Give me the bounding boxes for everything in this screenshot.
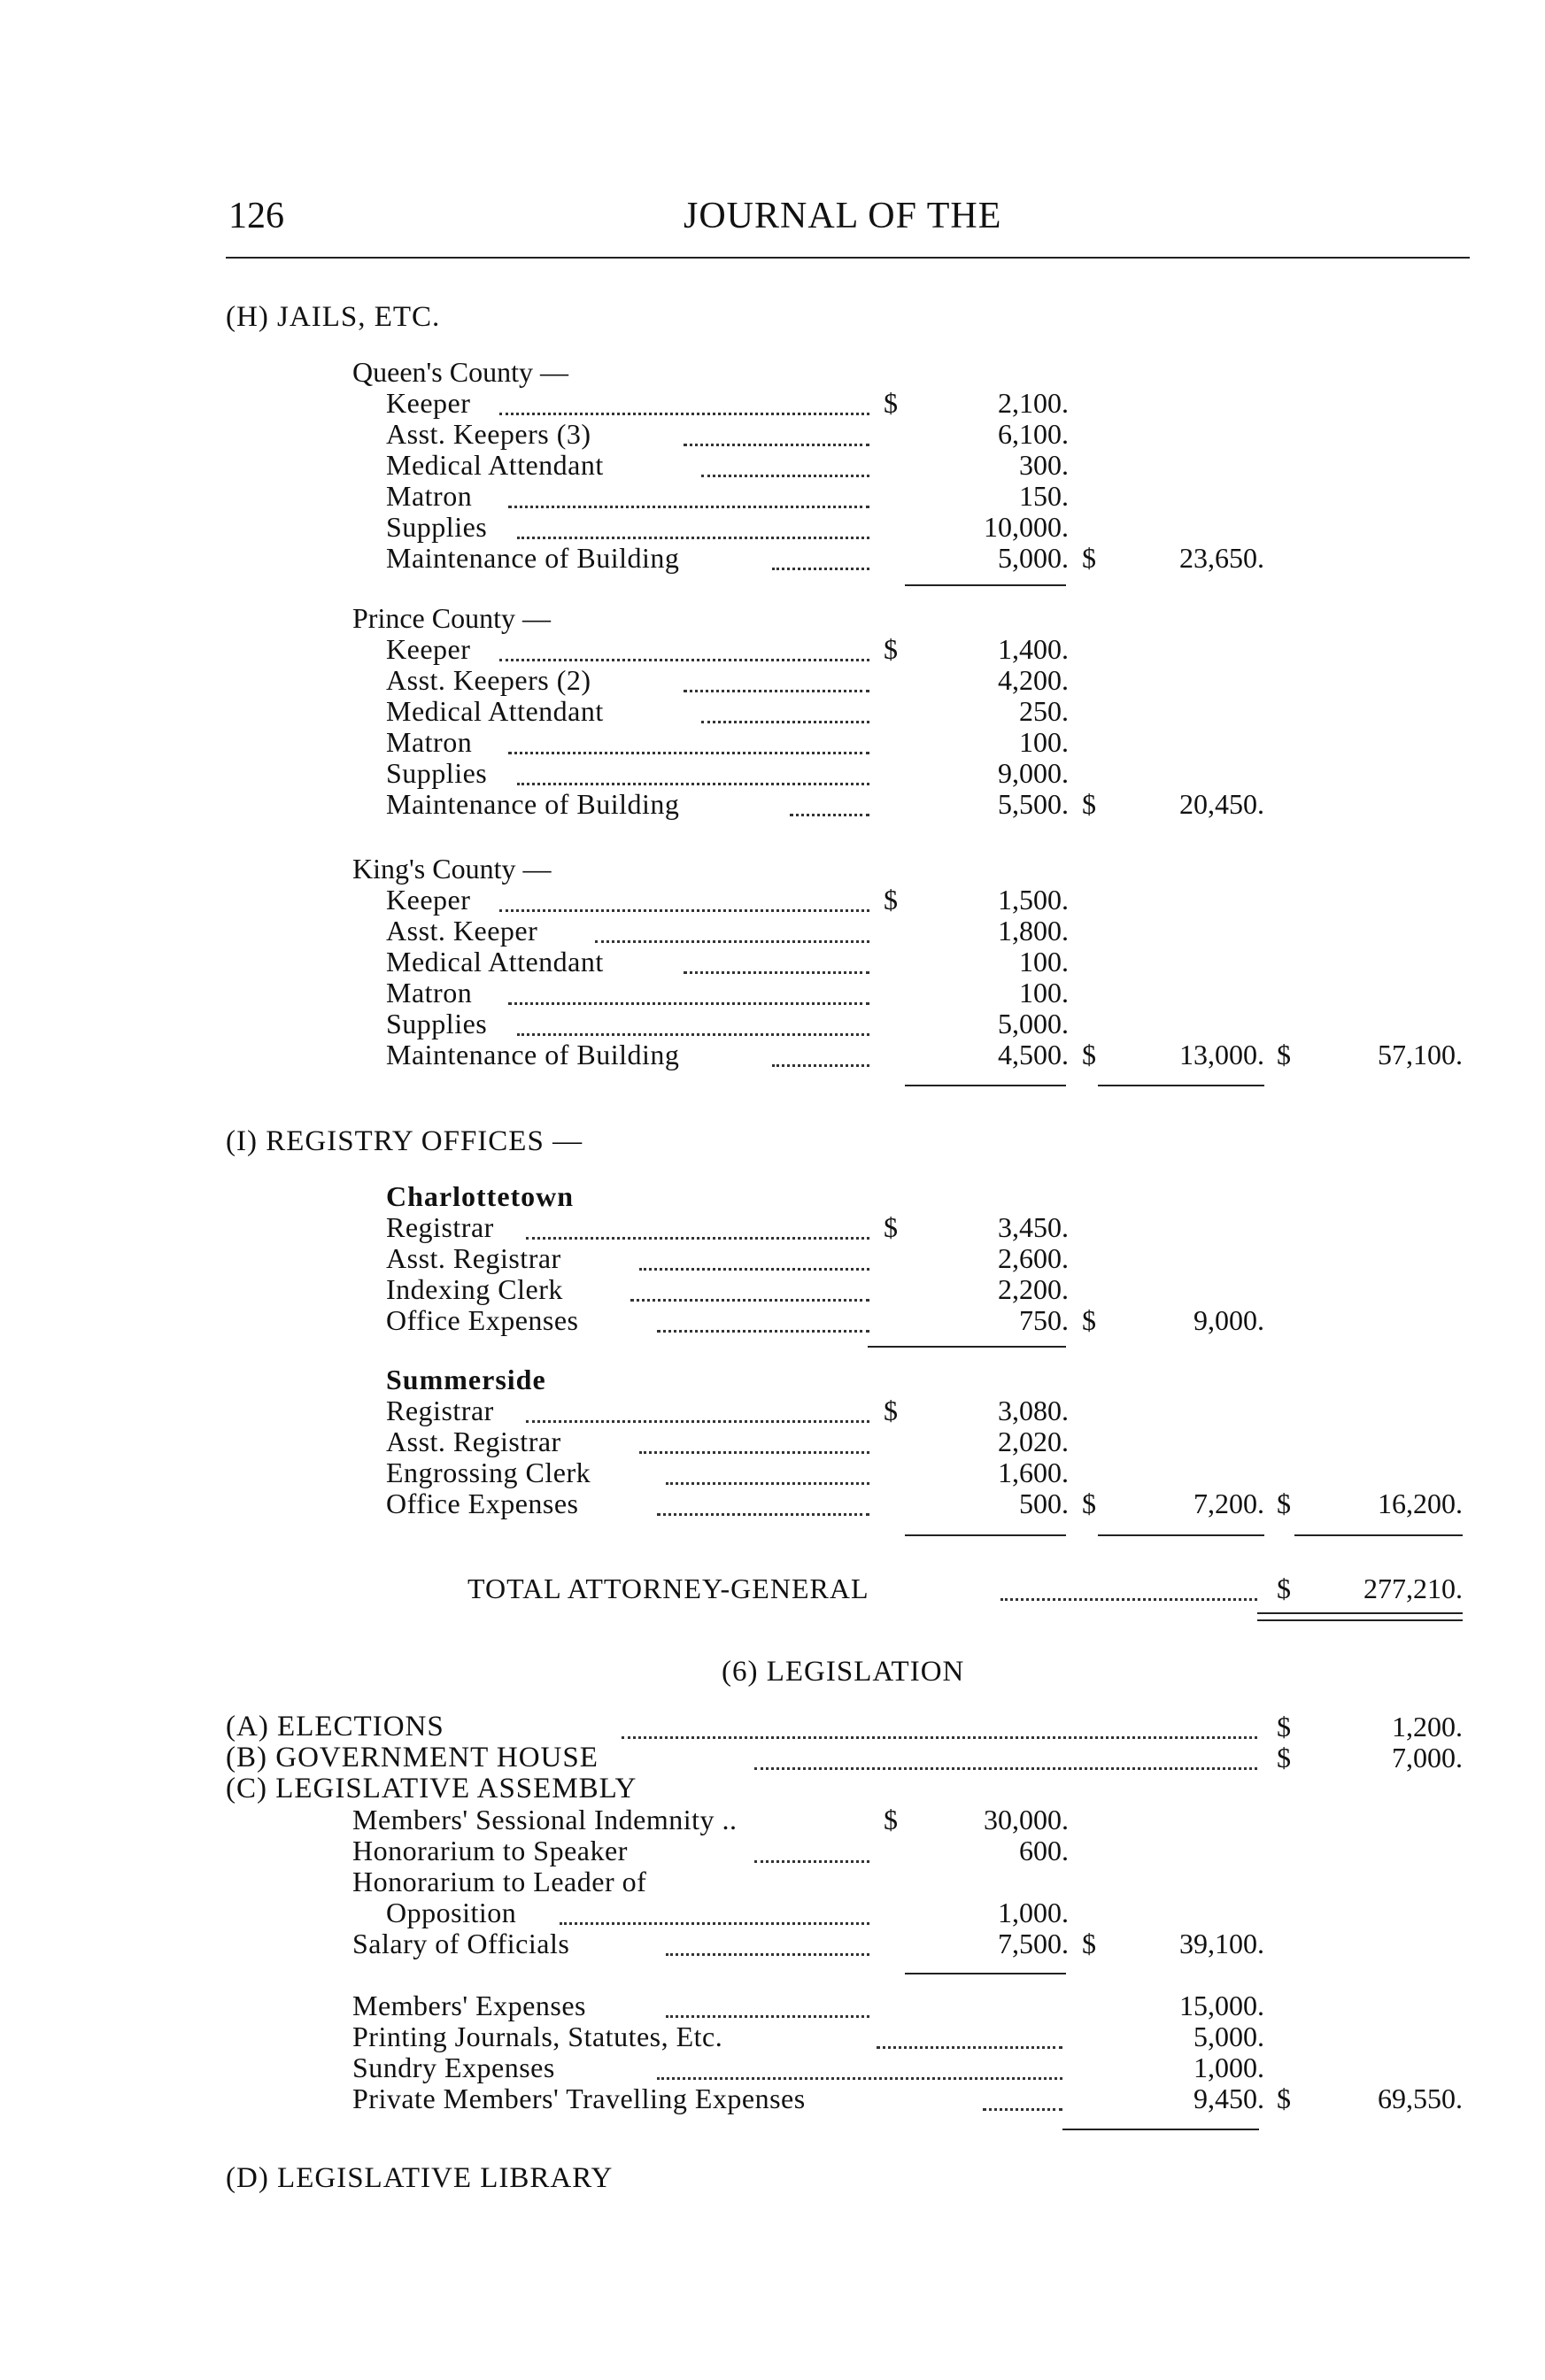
dot-leader — [508, 1002, 869, 1005]
table-row-amount: 4,500. — [998, 1039, 1069, 1070]
dot-leader — [517, 1033, 869, 1036]
table-row-label: Matron — [386, 480, 473, 512]
subtotal-amount: 39,100. — [1179, 1928, 1264, 1959]
section-total-amount: 16,200. — [1378, 1488, 1463, 1519]
dot-leader — [595, 940, 869, 943]
dot-leader — [622, 1736, 1257, 1739]
page-number: 126 — [228, 196, 284, 236]
table-row-label: Asst. Keepers (2) — [386, 664, 591, 696]
table-row-label: Asst. Registrar — [386, 1242, 561, 1274]
table-row-amount: 4,200. — [998, 664, 1069, 696]
dollar-sign: $ — [1082, 1039, 1096, 1070]
subtotal-rule — [905, 1534, 1066, 1536]
table-row-amount: 9,450. — [1194, 2082, 1264, 2114]
table-row-label: Members' Expenses — [352, 1990, 586, 2021]
subtotal-amount: 13,000. — [1179, 1039, 1264, 1070]
table-row-amount: 1,400. — [998, 633, 1069, 665]
table-row-amount: 100. — [1019, 946, 1069, 978]
table-row-label: Supplies — [386, 757, 488, 789]
subtotal-amount: 20,450. — [1179, 788, 1264, 820]
table-row-amount: 250. — [1019, 695, 1069, 727]
government-house-label: (B) GOVERNMENT HOUSE — [226, 1742, 599, 1773]
summerside-heading: Summerside — [386, 1364, 546, 1395]
dot-leader — [657, 1513, 869, 1516]
dot-leader — [526, 1237, 869, 1240]
subtotal-rule — [1294, 1534, 1463, 1536]
table-row-label: Honorarium to Speaker — [352, 1835, 628, 1866]
table-row-label: Keeper — [386, 884, 471, 916]
table-row-amount: 600. — [1019, 1835, 1069, 1866]
table-row-amount: 1,500. — [998, 884, 1069, 916]
table-row-label: Engrossing Clerk — [386, 1457, 591, 1488]
table-row-label: Asst. Keeper — [386, 915, 538, 947]
section-total-amount: 57,100. — [1378, 1039, 1463, 1070]
table-row-label: Registrar — [386, 1211, 494, 1243]
table-row-amount: 100. — [1019, 726, 1069, 758]
table-row-amount: 6,100. — [998, 418, 1069, 450]
table-row-amount: 1,800. — [998, 915, 1069, 947]
section-heading-jails: (H) JAILS, ETC. — [226, 301, 441, 333]
table-row-amount: 5,000. — [998, 542, 1069, 574]
dot-leader — [684, 444, 869, 446]
dollar-sign: $ — [1277, 1742, 1291, 1773]
dot-leader — [877, 2046, 1062, 2049]
dot-leader — [499, 413, 869, 415]
table-row-amount: 100. — [1019, 977, 1069, 1008]
subtotal-rule — [1098, 1085, 1264, 1086]
page-title: JOURNAL OF THE — [684, 196, 1002, 236]
table-row-amount: 2,600. — [998, 1242, 1069, 1274]
dollar-sign: $ — [884, 1804, 898, 1835]
total-attorney-general-label: TOTAL ATTORNEY-GENERAL — [467, 1572, 869, 1604]
table-row-label: Medical Attendant — [386, 946, 604, 978]
table-row-label: Medical Attendant — [386, 695, 604, 727]
queens-county-heading: Queen's County — — [352, 356, 568, 388]
section-heading-legislation: (6) LEGISLATION — [722, 1656, 965, 1688]
table-row-amount: 2,200. — [998, 1273, 1069, 1305]
table-row-amount: 3,080. — [998, 1395, 1069, 1426]
dot-leader — [508, 752, 869, 754]
subtotal-rule — [1098, 1534, 1264, 1536]
dollar-sign: $ — [884, 387, 898, 419]
table-row-amount: 500. — [1019, 1488, 1069, 1519]
dot-leader — [657, 1330, 869, 1333]
table-row-label: Asst. Keepers (3) — [386, 418, 591, 450]
dot-leader — [772, 568, 869, 570]
dot-leader — [666, 1953, 869, 1956]
dollar-sign: $ — [884, 1211, 898, 1243]
table-row-amount: 1,000. — [1194, 2052, 1264, 2083]
table-row-label: Supplies — [386, 511, 488, 543]
dot-leader — [639, 1268, 869, 1271]
dot-leader — [1000, 1598, 1257, 1601]
dot-leader — [754, 1767, 1257, 1770]
dot-leader — [657, 2077, 1062, 2080]
table-row-amount: 1,600. — [998, 1457, 1069, 1488]
table-row-label: Keeper — [386, 633, 471, 665]
dot-leader — [499, 659, 869, 661]
table-row-label: Office Expenses — [386, 1304, 579, 1336]
subtotal-amount: 7,200. — [1194, 1488, 1264, 1519]
dot-leader — [499, 909, 869, 912]
dot-leader — [526, 1420, 869, 1423]
table-row-label: Members' Sessional Indemnity .. — [352, 1804, 738, 1835]
table-row-label: Supplies — [386, 1008, 488, 1039]
subtotal-rule — [868, 1346, 1066, 1348]
dollar-sign: $ — [884, 633, 898, 665]
table-row-label: Printing Journals, Statutes, Etc. — [352, 2021, 723, 2052]
dot-leader — [684, 971, 869, 974]
subtotal-amount: 23,650. — [1179, 542, 1264, 574]
legislative-assembly-label: (C) LEGISLATIVE ASSEMBLY — [226, 1773, 637, 1804]
table-row-amount: 300. — [1019, 449, 1069, 481]
dot-leader — [560, 1922, 869, 1925]
subtotal-rule — [905, 1973, 1066, 1974]
dollar-sign: $ — [884, 884, 898, 916]
dollar-sign: $ — [1277, 1488, 1291, 1519]
table-row-amount: 10,000. — [984, 511, 1069, 543]
table-row-label: Indexing Clerk — [386, 1273, 563, 1305]
table-row-amount: 5,000. — [998, 1008, 1069, 1039]
dot-leader — [666, 2015, 869, 2018]
table-row-label: Salary of Officials — [352, 1928, 570, 1959]
subtotal-rule — [905, 584, 1066, 586]
dot-leader — [517, 783, 869, 785]
table-row-label: Opposition — [386, 1897, 517, 1928]
table-row-label: Matron — [386, 977, 473, 1008]
table-row-amount: 5,000. — [1194, 2021, 1264, 2052]
dot-leader — [790, 814, 869, 816]
dot-leader — [701, 475, 869, 477]
table-row-amount: 15,000. — [1179, 1990, 1264, 2021]
dot-leader — [754, 1860, 869, 1863]
table-row-amount: 9,000. — [998, 757, 1069, 789]
dot-leader — [772, 1064, 869, 1067]
table-row-label: Maintenance of Building — [386, 1039, 680, 1070]
table-row-label: Maintenance of Building — [386, 788, 680, 820]
kings-county-heading: King's County — — [352, 853, 552, 885]
dot-leader — [701, 721, 869, 723]
subtotal-rule — [905, 1085, 1066, 1086]
prince-county-heading: Prince County — — [352, 602, 551, 634]
table-row-label: Sundry Expenses — [352, 2052, 555, 2083]
table-row-amount: 150. — [1019, 480, 1069, 512]
dollar-sign: $ — [884, 1395, 898, 1426]
dot-leader — [666, 1482, 869, 1485]
dot-leader — [508, 506, 869, 508]
dot-leader — [639, 1451, 869, 1454]
table-row-label: Keeper — [386, 387, 471, 419]
table-row-amount: 7,500. — [998, 1928, 1069, 1959]
table-row-amount: 750. — [1019, 1304, 1069, 1336]
dollar-sign: $ — [1277, 1711, 1291, 1742]
table-row-label: Medical Attendant — [386, 449, 604, 481]
header-rule — [226, 257, 1470, 259]
dollar-sign: $ — [1082, 1488, 1096, 1519]
table-row-label: Honorarium to Leader of — [352, 1866, 647, 1897]
table-row-label: Private Members' Travelling Expenses — [352, 2082, 806, 2114]
dollar-sign: $ — [1082, 1304, 1096, 1336]
double-rule — [1257, 1612, 1463, 1621]
dollar-sign: $ — [1277, 1572, 1291, 1604]
table-row-label: Maintenance of Building — [386, 542, 680, 574]
charlottetown-heading: Charlottetown — [386, 1180, 575, 1212]
dollar-sign: $ — [1082, 788, 1096, 820]
dollar-sign: $ — [1277, 1039, 1291, 1070]
elections-amount: 1,200. — [1392, 1711, 1463, 1742]
dot-leader — [684, 690, 869, 692]
section-total-amount: 69,550. — [1378, 2082, 1463, 2114]
table-row-amount: 2,020. — [998, 1426, 1069, 1457]
table-row-amount: 1,000. — [998, 1897, 1069, 1928]
table-row-amount: 2,100. — [998, 387, 1069, 419]
government-house-amount: 7,000. — [1392, 1742, 1463, 1773]
dot-leader — [983, 2108, 1062, 2111]
grand-total-amount: 277,210. — [1363, 1572, 1463, 1604]
dot-leader — [630, 1299, 869, 1302]
dot-leader — [517, 537, 869, 539]
table-row-label: Asst. Registrar — [386, 1426, 561, 1457]
table-row-label: Matron — [386, 726, 473, 758]
table-row-amount: 5,500. — [998, 788, 1069, 820]
table-row-label: Registrar — [386, 1395, 494, 1426]
dollar-sign: $ — [1082, 1928, 1096, 1959]
section-heading-registry: (I) REGISTRY OFFICES — — [226, 1125, 583, 1157]
subtotal-rule — [1062, 2129, 1259, 2130]
table-row-amount: 30,000. — [984, 1804, 1069, 1835]
legislative-library-label: (D) LEGISLATIVE LIBRARY — [226, 2162, 614, 2194]
subtotal-amount: 9,000. — [1194, 1304, 1264, 1336]
dollar-sign: $ — [1277, 2082, 1291, 2114]
table-row-label: Office Expenses — [386, 1488, 579, 1519]
table-row-amount: 3,450. — [998, 1211, 1069, 1243]
elections-label: (A) ELECTIONS — [226, 1711, 444, 1742]
dollar-sign: $ — [1082, 542, 1096, 574]
